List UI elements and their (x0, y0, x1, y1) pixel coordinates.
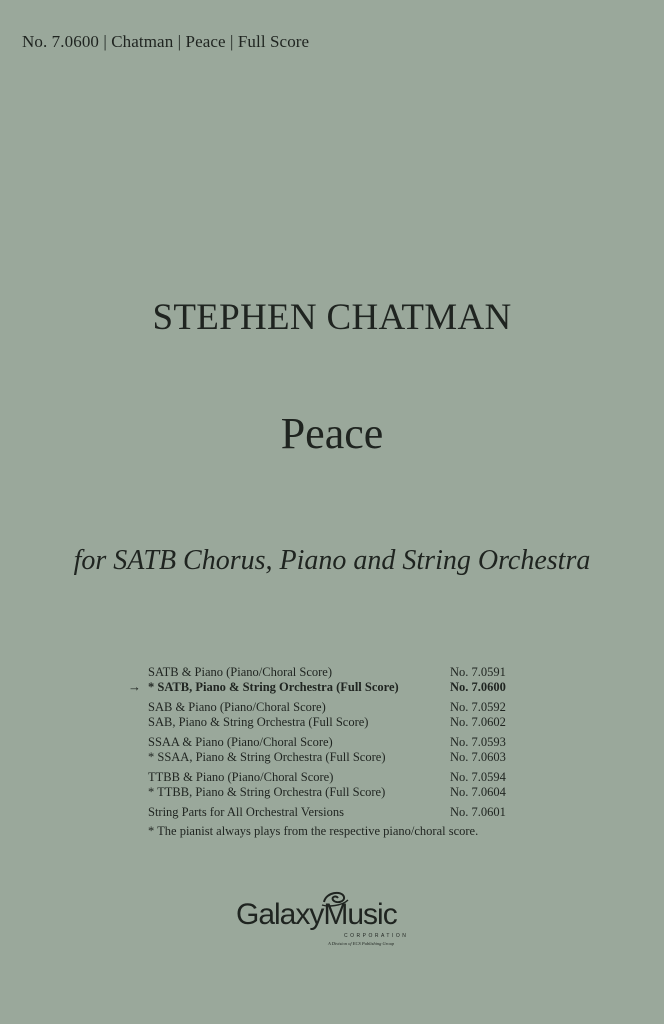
logo-wordmark: GalaxyMusic (236, 898, 397, 931)
edition-row (128, 770, 528, 785)
edition-desc: SAB & Piano (Piano/Choral Score) (148, 700, 326, 714)
edition-number: No. 7.0594 (450, 770, 506, 784)
edition-group-ttbb (128, 770, 528, 800)
edition-number: No. 7.0600 (450, 680, 506, 694)
publisher-logo (236, 888, 436, 950)
edition-desc: SAB, Piano & String Orchestra (Full Score) (148, 715, 369, 729)
edition-desc: * SSAA, Piano & String Orchestra (Full Score) (148, 750, 386, 764)
edition-number: No. 7.0601 (450, 805, 506, 819)
edition-row (128, 735, 528, 750)
logo-division: A Division of ECS Publishing Group (328, 941, 395, 946)
edition-row (128, 750, 528, 765)
edition-desc: * SATB, Piano & String Orchestra (Full Score) (148, 680, 399, 694)
edition-row-current (128, 680, 528, 695)
edition-number: No. 7.0591 (450, 665, 506, 679)
edition-group-strings (128, 805, 528, 820)
edition-desc: TTBB & Piano (Piano/Choral Score) (148, 770, 334, 784)
edition-group-ssaa (128, 735, 528, 765)
edition-number: No. 7.0593 (450, 735, 506, 749)
edition-desc: SATB & Piano (Piano/Choral Score) (148, 665, 333, 679)
editions-list (128, 665, 528, 839)
composer-name: STEPHEN CHATMAN (152, 297, 512, 338)
arrow-right-icon: → (128, 679, 141, 694)
edition-number: No. 7.0603 (450, 750, 506, 764)
edition-desc: * TTBB, Piano & String Orchestra (Full Score) (148, 785, 386, 799)
work-title: Peace (280, 409, 384, 458)
edition-row (128, 715, 528, 730)
edition-desc: SSAA & Piano (Piano/Choral Score) (148, 735, 333, 749)
instrumentation-subtitle: for SATB Chorus, Piano and String Orchestra (73, 545, 591, 576)
catalog-header: No. 7.0600 | Chatman | Peace | Full Score (22, 32, 310, 51)
edition-row (128, 805, 528, 820)
edition-number: No. 7.0602 (450, 715, 506, 729)
edition-group-sab (128, 700, 528, 730)
edition-desc: String Parts for All Orchestral Versions (148, 805, 344, 819)
edition-group-satb (128, 665, 528, 695)
logo-subtitle: CORPORATION (344, 933, 409, 939)
edition-row (128, 700, 528, 715)
edition-row (128, 665, 528, 680)
footnote: * The pianist always plays from the respective piano/choral score. (148, 824, 479, 838)
edition-number: No. 7.0592 (450, 700, 506, 714)
edition-number: No. 7.0604 (450, 785, 506, 799)
edition-row (128, 785, 528, 800)
